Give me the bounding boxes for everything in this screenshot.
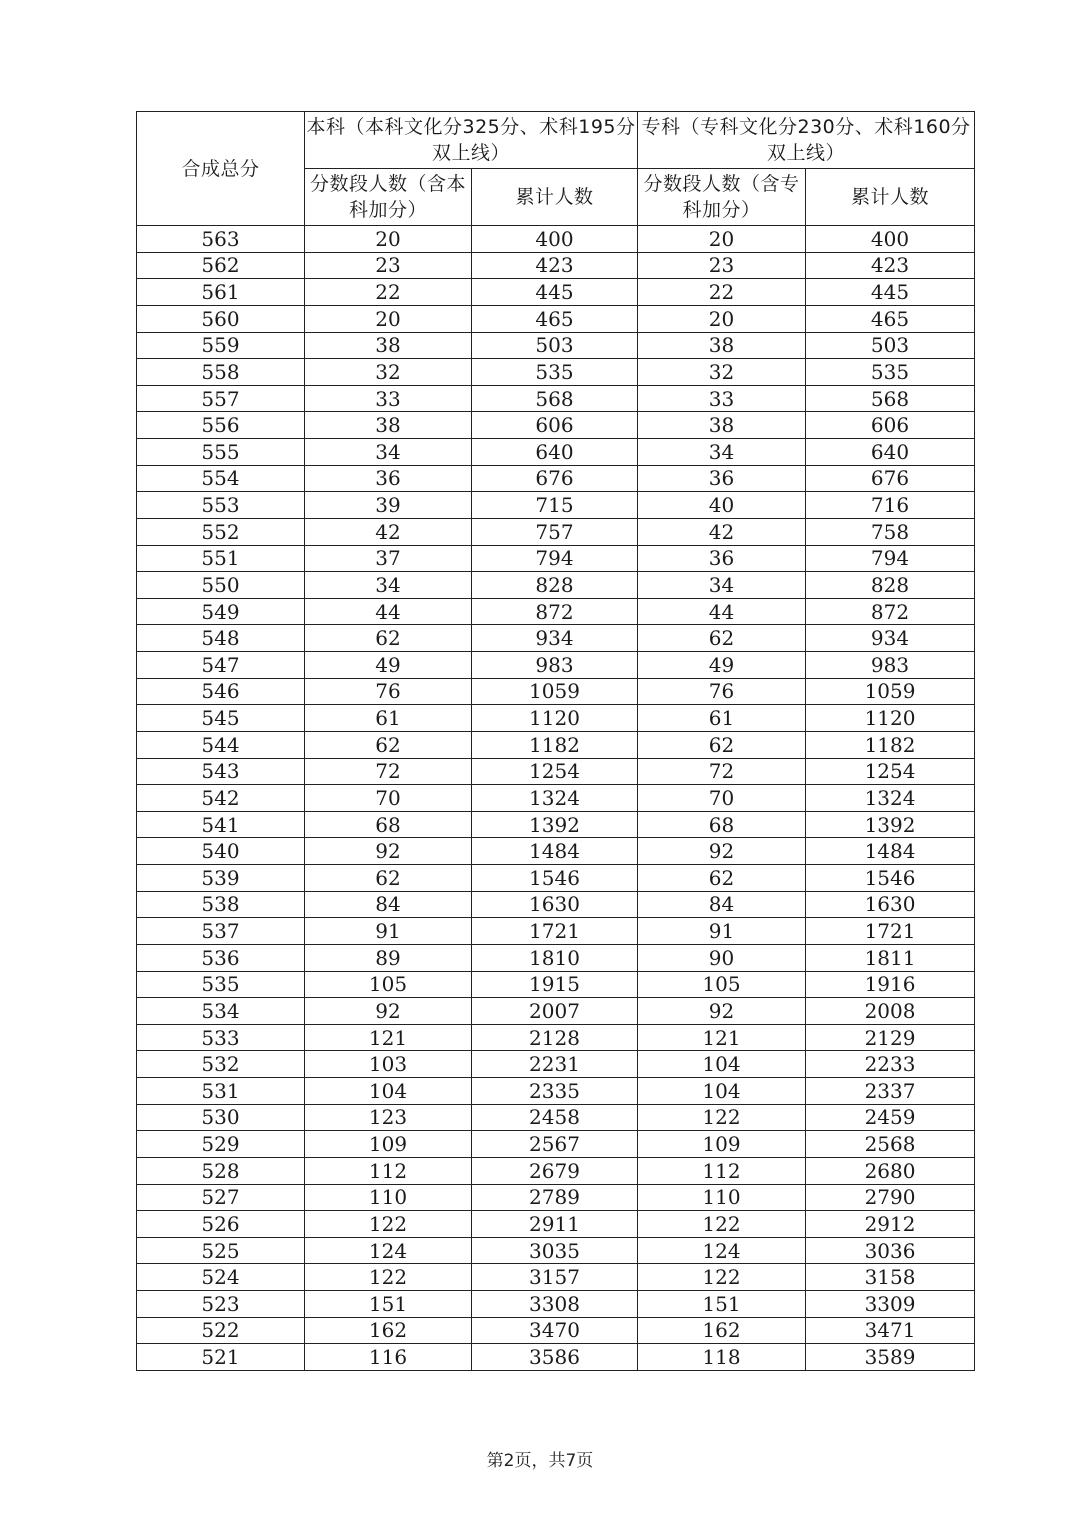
undergrad-cumulative-cell: 1059: [472, 678, 638, 705]
undergrad-segment-cell: 37: [305, 545, 472, 572]
table-row: [137, 838, 975, 865]
header-junior-segment: 分数段人数（含专科加分）: [638, 169, 806, 226]
junior-segment-cell: 33: [638, 385, 806, 412]
table-row: [137, 1131, 975, 1158]
junior-segment-cell: 110: [638, 1184, 806, 1211]
score-cell: 559: [137, 332, 305, 359]
undergrad-segment-cell: 84: [305, 891, 472, 918]
junior-cumulative-cell: 1254: [806, 758, 975, 785]
junior-segment-cell: 23: [638, 252, 806, 279]
score-cell: 536: [137, 944, 305, 971]
score-cell: 553: [137, 492, 305, 519]
junior-cumulative-cell: 640: [806, 439, 975, 466]
table-row: [137, 1104, 975, 1131]
score-cell: 538: [137, 891, 305, 918]
junior-cumulative-cell: 503: [806, 332, 975, 359]
undergrad-segment-cell: 39: [305, 492, 472, 519]
undergrad-cumulative-cell: 1120: [472, 705, 638, 732]
score-cell: 546: [137, 678, 305, 705]
undergrad-cumulative-cell: 465: [472, 305, 638, 332]
header-undergrad-segment: 分数段人数（含本科加分）: [305, 169, 472, 226]
junior-cumulative-cell: 828: [806, 572, 975, 599]
score-cell: 550: [137, 572, 305, 599]
undergrad-segment-cell: 122: [305, 1211, 472, 1238]
undergrad-cumulative-cell: 794: [472, 545, 638, 572]
junior-cumulative-cell: 2233: [806, 1051, 975, 1078]
table-row: [137, 652, 975, 679]
junior-segment-cell: 122: [638, 1104, 806, 1131]
table-row: [137, 1024, 975, 1051]
undergrad-cumulative-cell: 757: [472, 518, 638, 545]
junior-cumulative-cell: 934: [806, 625, 975, 652]
undergrad-segment-cell: 38: [305, 332, 472, 359]
undergrad-segment-cell: 76: [305, 678, 472, 705]
table-row: [137, 971, 975, 998]
junior-segment-cell: 90: [638, 944, 806, 971]
undergrad-segment-cell: 20: [305, 305, 472, 332]
undergrad-segment-cell: 38: [305, 412, 472, 439]
table-row: [137, 865, 975, 892]
undergrad-segment-cell: 123: [305, 1104, 472, 1131]
table-row: [137, 1157, 975, 1184]
junior-cumulative-cell: 1059: [806, 678, 975, 705]
score-cell: 535: [137, 971, 305, 998]
undergrad-cumulative-cell: 1254: [472, 758, 638, 785]
junior-segment-cell: 44: [638, 598, 806, 625]
undergrad-segment-cell: 23: [305, 252, 472, 279]
junior-segment-cell: 20: [638, 226, 806, 253]
undergrad-cumulative-cell: 1546: [472, 865, 638, 892]
score-table: [136, 111, 975, 1371]
undergrad-segment-cell: 62: [305, 731, 472, 758]
undergrad-segment-cell: 92: [305, 998, 472, 1025]
undergrad-segment-cell: 116: [305, 1344, 472, 1371]
score-cell: 554: [137, 465, 305, 492]
table-row: [137, 1291, 975, 1318]
score-cell: 532: [137, 1051, 305, 1078]
junior-segment-cell: 124: [638, 1237, 806, 1264]
score-cell: 531: [137, 1078, 305, 1105]
score-cell: 543: [137, 758, 305, 785]
score-cell: 561: [137, 279, 305, 306]
header-undergrad-group: 本科（本科文化分325分、术科195分双上线）: [305, 112, 638, 169]
junior-segment-cell: 76: [638, 678, 806, 705]
junior-segment-cell: 61: [638, 705, 806, 732]
score-cell: 560: [137, 305, 305, 332]
undergrad-cumulative-cell: 535: [472, 359, 638, 386]
score-cell: 558: [137, 359, 305, 386]
score-cell: 522: [137, 1317, 305, 1344]
score-cell: 540: [137, 838, 305, 865]
undergrad-cumulative-cell: 676: [472, 465, 638, 492]
undergrad-cumulative-cell: 2128: [472, 1024, 638, 1051]
junior-cumulative-cell: 2912: [806, 1211, 975, 1238]
junior-cumulative-cell: 2568: [806, 1131, 975, 1158]
undergrad-segment-cell: 112: [305, 1157, 472, 1184]
table-row: [137, 252, 975, 279]
undergrad-segment-cell: 68: [305, 811, 472, 838]
score-cell: 524: [137, 1264, 305, 1291]
undergrad-cumulative-cell: 1324: [472, 785, 638, 812]
table-row: [137, 1237, 975, 1264]
junior-segment-cell: 22: [638, 279, 806, 306]
junior-cumulative-cell: 2008: [806, 998, 975, 1025]
score-cell: 527: [137, 1184, 305, 1211]
table-row: [137, 598, 975, 625]
undergrad-cumulative-cell: 445: [472, 279, 638, 306]
undergrad-cumulative-cell: 2679: [472, 1157, 638, 1184]
junior-cumulative-cell: 3471: [806, 1317, 975, 1344]
score-cell: 557: [137, 385, 305, 412]
undergrad-cumulative-cell: 934: [472, 625, 638, 652]
table-row: [137, 785, 975, 812]
table-row: [137, 439, 975, 466]
junior-cumulative-cell: 465: [806, 305, 975, 332]
score-cell: 534: [137, 998, 305, 1025]
table-row: [137, 359, 975, 386]
table-row: [137, 332, 975, 359]
undergrad-cumulative-cell: 3308: [472, 1291, 638, 1318]
junior-cumulative-cell: 872: [806, 598, 975, 625]
table-row: [137, 731, 975, 758]
page-footer: 第2页，共7页: [486, 1451, 594, 1471]
junior-cumulative-cell: 2129: [806, 1024, 975, 1051]
undergrad-cumulative-cell: 1392: [472, 811, 638, 838]
undergrad-cumulative-cell: 3157: [472, 1264, 638, 1291]
undergrad-segment-cell: 104: [305, 1078, 472, 1105]
table-row: [137, 998, 975, 1025]
undergrad-cumulative-cell: 568: [472, 385, 638, 412]
header-undergrad-cumulative: 累计人数: [472, 169, 638, 226]
table-row: [137, 678, 975, 705]
undergrad-segment-cell: 34: [305, 439, 472, 466]
score-cell: 556: [137, 412, 305, 439]
undergrad-segment-cell: 42: [305, 518, 472, 545]
undergrad-cumulative-cell: 1915: [472, 971, 638, 998]
undergrad-cumulative-cell: 1721: [472, 918, 638, 945]
undergrad-cumulative-cell: 3470: [472, 1317, 638, 1344]
score-cell: 541: [137, 811, 305, 838]
table-row: [137, 279, 975, 306]
header-junior-cumulative: 累计人数: [806, 169, 975, 226]
junior-cumulative-cell: 794: [806, 545, 975, 572]
junior-segment-cell: 62: [638, 865, 806, 892]
junior-cumulative-cell: 1721: [806, 918, 975, 945]
table-row: [137, 465, 975, 492]
table-row: [137, 572, 975, 599]
junior-segment-cell: 68: [638, 811, 806, 838]
junior-cumulative-cell: 2337: [806, 1078, 975, 1105]
undergrad-cumulative-cell: 2335: [472, 1078, 638, 1105]
score-cell: 526: [137, 1211, 305, 1238]
header-total-score: 合成总分: [137, 112, 305, 226]
junior-cumulative-cell: 1120: [806, 705, 975, 732]
undergrad-cumulative-cell: 3035: [472, 1237, 638, 1264]
junior-segment-cell: 38: [638, 412, 806, 439]
junior-segment-cell: 72: [638, 758, 806, 785]
score-cell: 544: [137, 731, 305, 758]
junior-segment-cell: 105: [638, 971, 806, 998]
score-cell: 529: [137, 1131, 305, 1158]
undergrad-cumulative-cell: 715: [472, 492, 638, 519]
undergrad-segment-cell: 33: [305, 385, 472, 412]
table-row: [137, 625, 975, 652]
undergrad-segment-cell: 110: [305, 1184, 472, 1211]
junior-segment-cell: 42: [638, 518, 806, 545]
junior-segment-cell: 118: [638, 1344, 806, 1371]
undergrad-segment-cell: 34: [305, 572, 472, 599]
junior-segment-cell: 122: [638, 1264, 806, 1291]
score-cell: 549: [137, 598, 305, 625]
score-cell: 539: [137, 865, 305, 892]
junior-segment-cell: 104: [638, 1078, 806, 1105]
junior-cumulative-cell: 1811: [806, 944, 975, 971]
table-row: [137, 1344, 975, 1371]
junior-segment-cell: 36: [638, 545, 806, 572]
table-body: [137, 226, 975, 1371]
score-cell: 533: [137, 1024, 305, 1051]
undergrad-cumulative-cell: 606: [472, 412, 638, 439]
table-row: [137, 811, 975, 838]
score-cell: 537: [137, 918, 305, 945]
undergrad-segment-cell: 121: [305, 1024, 472, 1051]
table-row: [137, 705, 975, 732]
undergrad-segment-cell: 109: [305, 1131, 472, 1158]
score-cell: 552: [137, 518, 305, 545]
table-row: [137, 1078, 975, 1105]
junior-cumulative-cell: 3036: [806, 1237, 975, 1264]
table-row: [137, 305, 975, 332]
undergrad-segment-cell: 20: [305, 226, 472, 253]
junior-segment-cell: 49: [638, 652, 806, 679]
undergrad-segment-cell: 49: [305, 652, 472, 679]
undergrad-segment-cell: 151: [305, 1291, 472, 1318]
undergrad-segment-cell: 162: [305, 1317, 472, 1344]
undergrad-cumulative-cell: 2231: [472, 1051, 638, 1078]
junior-cumulative-cell: 2790: [806, 1184, 975, 1211]
undergrad-cumulative-cell: 1810: [472, 944, 638, 971]
score-cell: 542: [137, 785, 305, 812]
undergrad-segment-cell: 36: [305, 465, 472, 492]
undergrad-cumulative-cell: 2458: [472, 1104, 638, 1131]
junior-cumulative-cell: 2459: [806, 1104, 975, 1131]
junior-cumulative-cell: 1182: [806, 731, 975, 758]
junior-cumulative-cell: 983: [806, 652, 975, 679]
undergrad-segment-cell: 22: [305, 279, 472, 306]
junior-segment-cell: 122: [638, 1211, 806, 1238]
score-cell: 545: [137, 705, 305, 732]
score-cell: 530: [137, 1104, 305, 1131]
undergrad-segment-cell: 62: [305, 625, 472, 652]
junior-segment-cell: 38: [638, 332, 806, 359]
table-row: [137, 1317, 975, 1344]
junior-cumulative-cell: 1484: [806, 838, 975, 865]
score-cell: 523: [137, 1291, 305, 1318]
undergrad-cumulative-cell: 828: [472, 572, 638, 599]
table-row: [137, 918, 975, 945]
table-row: [137, 518, 975, 545]
junior-segment-cell: 70: [638, 785, 806, 812]
score-cell: 548: [137, 625, 305, 652]
undergrad-cumulative-cell: 2567: [472, 1131, 638, 1158]
junior-segment-cell: 62: [638, 625, 806, 652]
undergrad-cumulative-cell: 3586: [472, 1344, 638, 1371]
table-header: [137, 112, 975, 226]
undergrad-segment-cell: 91: [305, 918, 472, 945]
undergrad-cumulative-cell: 640: [472, 439, 638, 466]
score-cell: 563: [137, 226, 305, 253]
junior-cumulative-cell: 676: [806, 465, 975, 492]
table-row: [137, 1264, 975, 1291]
junior-segment-cell: 92: [638, 838, 806, 865]
junior-cumulative-cell: 3589: [806, 1344, 975, 1371]
table-row: [137, 545, 975, 572]
junior-cumulative-cell: 3309: [806, 1291, 975, 1318]
table-row: [137, 758, 975, 785]
undergrad-segment-cell: 72: [305, 758, 472, 785]
junior-segment-cell: 112: [638, 1157, 806, 1184]
junior-cumulative-cell: 716: [806, 492, 975, 519]
junior-segment-cell: 91: [638, 918, 806, 945]
undergrad-segment-cell: 61: [305, 705, 472, 732]
undergrad-cumulative-cell: 2789: [472, 1184, 638, 1211]
undergrad-cumulative-cell: 1630: [472, 891, 638, 918]
undergrad-cumulative-cell: 872: [472, 598, 638, 625]
junior-segment-cell: 84: [638, 891, 806, 918]
junior-segment-cell: 151: [638, 1291, 806, 1318]
undergrad-cumulative-cell: 503: [472, 332, 638, 359]
junior-cumulative-cell: 568: [806, 385, 975, 412]
junior-segment-cell: 121: [638, 1024, 806, 1051]
undergrad-segment-cell: 32: [305, 359, 472, 386]
junior-cumulative-cell: 1630: [806, 891, 975, 918]
undergrad-segment-cell: 70: [305, 785, 472, 812]
junior-cumulative-cell: 1546: [806, 865, 975, 892]
table-row: [137, 492, 975, 519]
junior-cumulative-cell: 2680: [806, 1157, 975, 1184]
junior-cumulative-cell: 758: [806, 518, 975, 545]
undergrad-segment-cell: 92: [305, 838, 472, 865]
undergrad-cumulative-cell: 983: [472, 652, 638, 679]
junior-segment-cell: 32: [638, 359, 806, 386]
junior-segment-cell: 62: [638, 731, 806, 758]
junior-cumulative-cell: 606: [806, 412, 975, 439]
undergrad-cumulative-cell: 1182: [472, 731, 638, 758]
table-row: [137, 385, 975, 412]
undergrad-cumulative-cell: 423: [472, 252, 638, 279]
junior-segment-cell: 36: [638, 465, 806, 492]
junior-segment-cell: 92: [638, 998, 806, 1025]
undergrad-segment-cell: 62: [305, 865, 472, 892]
junior-segment-cell: 34: [638, 572, 806, 599]
score-cell: 562: [137, 252, 305, 279]
undergrad-segment-cell: 44: [305, 598, 472, 625]
table-row: [137, 1211, 975, 1238]
score-cell: 551: [137, 545, 305, 572]
undergrad-segment-cell: 103: [305, 1051, 472, 1078]
undergrad-cumulative-cell: 2007: [472, 998, 638, 1025]
score-cell: 528: [137, 1157, 305, 1184]
junior-segment-cell: 162: [638, 1317, 806, 1344]
table-row: [137, 891, 975, 918]
undergrad-segment-cell: 89: [305, 944, 472, 971]
junior-cumulative-cell: 535: [806, 359, 975, 386]
header-junior-group: 专科（专科文化分230分、术科160分双上线）: [638, 112, 975, 169]
junior-cumulative-cell: 1324: [806, 785, 975, 812]
junior-segment-cell: 40: [638, 492, 806, 519]
undergrad-cumulative-cell: 400: [472, 226, 638, 253]
score-cell: 525: [137, 1237, 305, 1264]
junior-cumulative-cell: 400: [806, 226, 975, 253]
junior-segment-cell: 20: [638, 305, 806, 332]
table-row: [137, 1051, 975, 1078]
undergrad-segment-cell: 105: [305, 971, 472, 998]
score-cell: 547: [137, 652, 305, 679]
junior-segment-cell: 104: [638, 1051, 806, 1078]
junior-cumulative-cell: 1916: [806, 971, 975, 998]
junior-cumulative-cell: 3158: [806, 1264, 975, 1291]
junior-segment-cell: 34: [638, 439, 806, 466]
score-cell: 521: [137, 1344, 305, 1371]
undergrad-segment-cell: 122: [305, 1264, 472, 1291]
undergrad-cumulative-cell: 1484: [472, 838, 638, 865]
undergrad-cumulative-cell: 2911: [472, 1211, 638, 1238]
table-row: [137, 226, 975, 253]
junior-cumulative-cell: 423: [806, 252, 975, 279]
junior-segment-cell: 109: [638, 1131, 806, 1158]
junior-cumulative-cell: 1392: [806, 811, 975, 838]
undergrad-segment-cell: 124: [305, 1237, 472, 1264]
junior-cumulative-cell: 445: [806, 279, 975, 306]
table-row: [137, 1184, 975, 1211]
table-row: [137, 944, 975, 971]
score-cell: 555: [137, 439, 305, 466]
table-row: [137, 412, 975, 439]
